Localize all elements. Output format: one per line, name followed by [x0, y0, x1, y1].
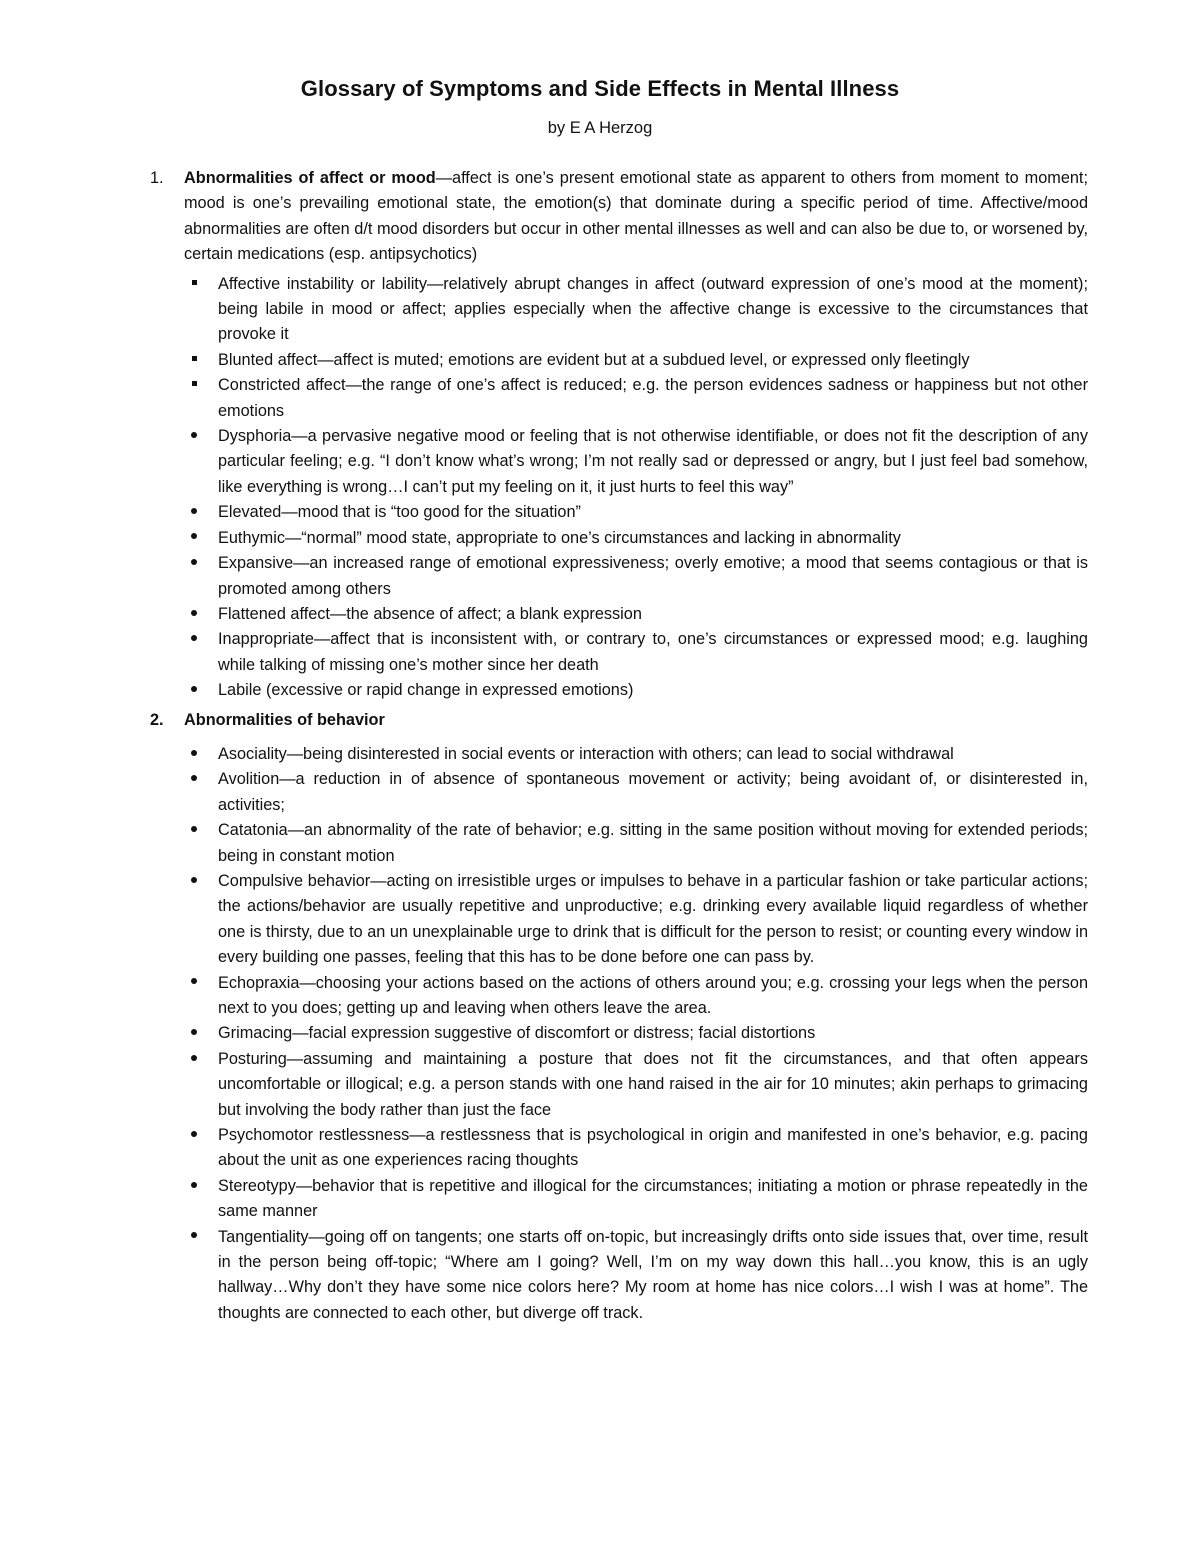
list-item-text: Euthymic—“normal” mood state, appropriate to one’s circumstances and lacking in abnormality: [218, 528, 901, 547]
disc-bullet-icon: [184, 818, 204, 843]
disc-bullet-icon: [184, 678, 204, 703]
section-behavior: [150, 708, 1088, 1327]
square-bullet-icon: [184, 272, 204, 297]
document-title: Glossary of Symptoms and Side Effects in Mental Illness: [300, 76, 900, 101]
list-item: [184, 1047, 1088, 1123]
section-heading: Abnormalities of behavior: [184, 710, 385, 729]
section-heading: Abnormalities of affect or mood: [184, 169, 436, 187]
list-item-text: Labile (excessive or rapid change in expressed emotions): [218, 681, 634, 700]
list-item-text: Echopraxia—choosing your actions based on the actions of others around you; e.g. crossing your legs when the person next to you does; getting up and leaving when others leave the area.: [218, 973, 1088, 1017]
list-item: [184, 500, 1088, 525]
section-item-list: [184, 272, 1088, 704]
list-item: [184, 627, 1088, 678]
list-item-text: Catatonia—an abnormality of the rate of behavior; e.g. sitting in the same position without moving for extended periods; being in constant motion: [218, 821, 1088, 865]
list-item: [184, 1123, 1088, 1174]
list-item-text: Stereotypy—behavior that is repetitive and illogical for the circumstances; initiating a motion or phrase repeatedly in the same manner: [218, 1176, 1088, 1221]
list-item: [184, 348, 1088, 373]
list-item: [184, 602, 1088, 627]
square-bullet-icon: [184, 373, 204, 398]
disc-bullet-icon: [184, 1174, 204, 1199]
disc-bullet-icon: [184, 602, 204, 627]
list-item: [184, 551, 1088, 602]
section-number: 1.: [150, 169, 164, 187]
list-item: [184, 1174, 1088, 1225]
list-item-text: Elevated—mood that is “too good for the situation”: [218, 503, 581, 522]
list-item-text: Dysphoria—a pervasive negative mood or feeling that is not otherwise identifiable, or does not fit the description of any particular feeling; e.g. “I don’t know what’s wrong; I’m not really sad or depressed or angry, but I just feel bad somehow, like everything is wrong…I can’t put my feeling on it, it just hurts to feel this way”: [218, 427, 1088, 496]
list-item-text: Affective instability or lability—relatively abrupt changes in affect (outward expression of one’s mood at the moment); being labile in mood or affect; applies especially when the affective change is excessive to the circumstances that provoke it: [218, 274, 1088, 344]
list-item: [184, 424, 1088, 500]
list-item-text: Flattened affect—the absence of affect; a blank expression: [218, 604, 642, 623]
disc-bullet-icon: [184, 424, 204, 449]
list-item-text: Tangentiality—going off on tangents; one starts off on-topic, but increasingly drifts onto side issues that, over time, result in the person being off-topic; “Where am I going? Well, I’m on my way down this hall…you know, this is an ugly hallway…Why don’t they have some nice colors here? My room at home has nice colors…I wish I was at home”. The thoughts are connected to each other, but diverge off track.: [218, 1227, 1088, 1322]
disc-bullet-icon: [184, 767, 204, 792]
list-item: [184, 678, 1088, 703]
list-item: [184, 373, 1088, 424]
list-item: [184, 1225, 1088, 1327]
section-number: 2.: [150, 710, 164, 729]
disc-bullet-icon: [184, 1123, 204, 1148]
disc-bullet-icon: [184, 1047, 204, 1072]
disc-bullet-icon: [184, 500, 204, 525]
section-item-list: [184, 742, 1088, 1326]
list-item: [184, 869, 1088, 971]
list-item: [184, 742, 1088, 767]
list-item-text: Compulsive behavior—acting on irresistible urges or impulses to behave in a particular fashion or take particular actions; the actions/behavior are usually repetitive and unproductive; e.g. drinking every available liquid regardless of whether one is thirsty, due to an un unexplainable urge to drink that is difficult for the person to resist; or counting every window in every building one passes, feeling that this has to be done before one can pass by.: [218, 871, 1088, 967]
document-byline: by E A Herzog: [547, 119, 653, 137]
list-item: [184, 272, 1088, 348]
list-item: [184, 971, 1088, 1022]
list-item: [184, 526, 1088, 551]
disc-bullet-icon: [184, 551, 204, 576]
list-item-text: Grimacing—facial expression suggestive of discomfort or distress; facial distortions: [218, 1024, 816, 1043]
disc-bullet-icon: [184, 526, 204, 551]
list-item-text: Expansive—an increased range of emotional expressiveness; overly emotive; a mood that seems contagious or that is promoted among others: [218, 554, 1088, 598]
list-item-text: Blunted affect—affect is muted; emotions are evident but at a subdued level, or expressed only fleetingly: [218, 350, 970, 369]
list-item: [184, 818, 1088, 869]
square-bullet-icon: [184, 348, 204, 373]
list-item-text: Posturing—assuming and maintaining a posture that does not fit the circumstances, and that often appears uncomfortable or illogical; e.g. a person stands with one hand raised in the air for 10 minutes; akin perhaps to grimacing but involving the body rather than just the face: [218, 1049, 1088, 1119]
list-item-text: Psychomotor restlessness—a restlessness that is psychological in origin and manifested in one’s behavior, e.g. pacing about the unit as one experiences racing thoughts: [218, 1126, 1088, 1170]
disc-bullet-icon: [184, 869, 204, 894]
disc-bullet-icon: [184, 971, 204, 996]
disc-bullet-icon: [184, 1225, 204, 1250]
disc-bullet-icon: [184, 742, 204, 767]
list-item: [184, 1021, 1088, 1046]
section-intro: —affect is one’s present emotional state as apparent to others from moment to moment; mood is one’s prevailing emotional state, the emotion(s) that dominate during a specific period of time. Affective/mood abnormalities are often d/t mood disorders but occur in other mental illnesses as well and can also be due to, or worsened by, certain medications (esp. antipsychotics): [184, 169, 1088, 264]
list-item-text: Asociality—being disinterested in social events or interaction with others; can lead to social withdrawal: [218, 744, 954, 763]
list-item-text: Constricted affect—the range of one’s affect is reduced; e.g. the person evidences sadness or happiness but not other emotions: [218, 376, 1088, 420]
disc-bullet-icon: [184, 1021, 204, 1046]
list-item-text: Inappropriate—affect that is inconsistent with, or contrary to, one’s circumstances or expressed mood; e.g. laughing while talking of missing one’s mother since her death: [218, 630, 1088, 674]
list-item: [184, 767, 1088, 818]
section-affect-mood: [150, 166, 1088, 704]
disc-bullet-icon: [184, 627, 204, 652]
list-item-text: Avolition—a reduction in of absence of spontaneous movement or activity; being avoidant of, or disinterested in, activities;: [218, 770, 1088, 814]
